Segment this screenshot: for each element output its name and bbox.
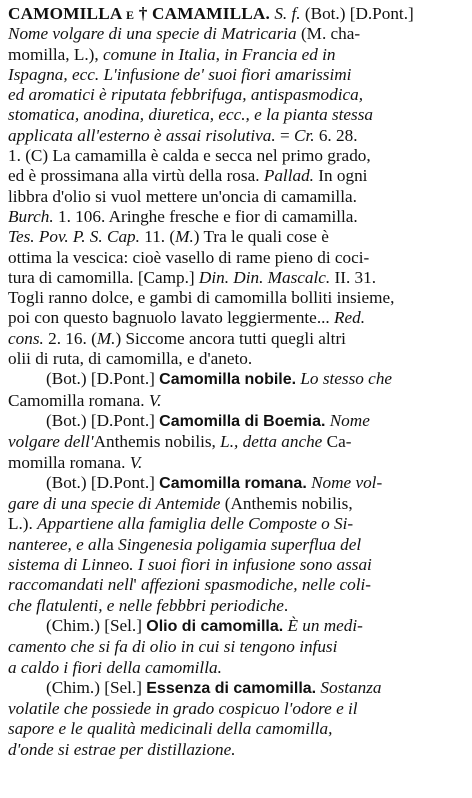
- text-line: [8, 288, 464, 308]
- text-run: (Chim.) [Sel.]: [46, 677, 147, 697]
- text-run: (Bot.) [D.Pont.]: [46, 410, 160, 430]
- text-line: [8, 719, 464, 739]
- text-run: cons.: [8, 328, 44, 348]
- text-line: [8, 105, 464, 125]
- subentry-line: [8, 369, 464, 390]
- text-run: o: [120, 555, 130, 575]
- text-run: libbra d'olio si vuol mettere un'oncia di camamilla.: [8, 186, 357, 206]
- text-run: È un medi-: [287, 615, 363, 635]
- text-run: Camomilla romana.: [8, 390, 149, 410]
- text-run: S. f.: [274, 4, 301, 23]
- text-run: 6. 28.: [314, 125, 358, 145]
- text-run: ed è prossimana alla virtù della rosa.: [8, 166, 264, 186]
- text-run: =: [275, 125, 294, 145]
- text-run: 2. 16. (: [43, 328, 97, 348]
- text-run: Singenesia poligamia superflua del: [113, 534, 362, 554]
- text-run: d'onde si estrae per distillazione.: [8, 739, 236, 759]
- text-run: (Anthemis nobilis,: [220, 494, 353, 514]
- text-run: Burch.: [8, 206, 54, 226]
- text-run: a caldo i fiori della camomilla.: [8, 657, 222, 677]
- text-run: olii di ruta, di camomilla, e d'aneto.: [8, 349, 253, 369]
- text-run: (Bot.) [D.Pont.]: [300, 4, 414, 23]
- text-run: L.).: [8, 514, 38, 534]
- text-line: [8, 329, 464, 349]
- text-run: ,: [215, 44, 225, 64]
- subentry-line: [8, 678, 464, 699]
- text-run: volgare dell': [8, 432, 94, 452]
- text-run: poi con questo bagnuolo lavato leggiermente...: [8, 308, 335, 328]
- text-run: . I suoi fiori in infusione sono assai: [129, 555, 372, 575]
- text-run: sistema di Linne: [8, 555, 121, 575]
- text-line: [8, 494, 464, 514]
- subentry-headword: Camomilla romana.: [159, 474, 307, 492]
- text-run: Ca-: [322, 432, 352, 452]
- text-line: [8, 207, 464, 227]
- text-run: Ispagna, ecc. L'infusione de' suoi fiori amarissimi: [8, 64, 352, 84]
- text-run: L., detta anche: [220, 432, 323, 452]
- text-run: Pallad.: [263, 166, 314, 186]
- text-line: [8, 166, 464, 186]
- text-line: [8, 45, 464, 65]
- text-run: stomatica, anodina, diuretica, ecc., e la pianta stessa: [8, 105, 374, 125]
- text-run: Appartiene alla famiglia delle Composte o Si-: [37, 514, 354, 534]
- text-line: [8, 268, 464, 288]
- text-line: [8, 699, 464, 719]
- text-line: [8, 740, 464, 760]
- text-run: (Bot.) [D.Pont.]: [46, 369, 160, 389]
- text-run: (Chim.) [Sel.]: [46, 615, 147, 635]
- text-run: a: [106, 534, 114, 554]
- text-line: [8, 349, 464, 369]
- text-line: [8, 637, 464, 657]
- text-run: Nome vol-: [311, 472, 383, 492]
- text-run: (M. cha-: [296, 24, 361, 44]
- text-line: [8, 514, 464, 534]
- text-line: [8, 227, 464, 247]
- text-line: [8, 126, 464, 146]
- text-line: [8, 658, 464, 678]
- text-line: [8, 4, 464, 24]
- dictionary-entry-text: [8, 4, 464, 760]
- text-run: comune in Italia: [103, 44, 216, 64]
- text-run: sapore e le qualità medicinali della camomilla,: [8, 719, 333, 739]
- text-run: in Francia ed in: [224, 44, 336, 64]
- subentry-line: [8, 473, 464, 494]
- text-run: 11. (: [139, 227, 176, 247]
- text-line: [8, 391, 464, 411]
- text-run: M.: [96, 328, 116, 348]
- text-run: che flatulenti, e nelle febbbri periodiche: [8, 595, 284, 615]
- text-line: [8, 555, 464, 575]
- subentry-headword: Camomilla di Boemia.: [159, 412, 326, 430]
- text-line: [8, 248, 464, 268]
- text-run: momilla, L.),: [8, 44, 103, 64]
- text-run: camento che si fa di olio in cui si tengono infusi: [8, 637, 338, 657]
- text-run: ': [133, 575, 141, 595]
- text-run: 1. 106. Aringhe fresche e fior di camamilla.: [53, 206, 358, 226]
- text-line: [8, 24, 464, 44]
- text-run: V.: [148, 390, 162, 410]
- text-run: Tes. Pov. P. S. Cap.: [8, 227, 140, 247]
- text-run: Togli ranno dolce, e gambi di camomilla bolliti insieme,: [8, 288, 395, 308]
- text-line: [8, 596, 464, 616]
- text-line: [8, 187, 464, 207]
- text-line: [8, 308, 464, 328]
- text-line: [8, 453, 464, 473]
- text-run: ottima la vescica: cioè vasello di rame pieno di coci-: [8, 247, 370, 267]
- text-run: 1. (C) La camamilla è calda e secca nel primo grado,: [8, 146, 371, 166]
- text-run: raccomandati nell: [8, 575, 134, 595]
- text-run: applicata all'esterno è assai risolutiva.: [8, 125, 276, 145]
- text-run: Anthemis nobilis,: [93, 432, 221, 452]
- text-run: V.: [129, 452, 143, 472]
- subentry-line: [8, 616, 464, 637]
- subentry-headword: Camomilla nobile.: [159, 371, 297, 389]
- text-line: [8, 146, 464, 166]
- text-line: [8, 65, 464, 85]
- text-run: nanteree, e all: [8, 534, 107, 554]
- text-run: M.: [175, 227, 194, 247]
- text-run: tura di camomilla. [Camp.]: [8, 267, 199, 287]
- text-run: In ogni: [313, 166, 368, 186]
- text-run: .: [283, 595, 289, 615]
- text-run: gare di una specie di Antemide: [8, 494, 221, 514]
- text-line: [8, 85, 464, 105]
- headword: CAMOMILLA e † CAMAMILLA.: [8, 4, 271, 23]
- text-run: Nome: [329, 410, 370, 430]
- text-run: (Bot.) [D.Pont.]: [46, 472, 160, 492]
- subentry-line: [8, 411, 464, 432]
- text-run: volatile che possiede in grado cospicuo l'odore e il: [8, 699, 358, 719]
- text-run: ) Tra le quali cose è: [193, 227, 329, 247]
- text-run: Lo stesso che: [300, 369, 393, 389]
- subentry-headword: Olio di camomilla.: [146, 617, 284, 635]
- text-run: Nome volgare di una specie di Matricaria: [8, 24, 297, 44]
- text-line: [8, 575, 464, 595]
- text-run: momilla romana.: [8, 452, 130, 472]
- subentry-headword: Essenza di camomilla.: [146, 679, 317, 697]
- text-line: [8, 432, 464, 452]
- text-run: Sostanza: [320, 677, 382, 697]
- text-run: affezioni spasmodiche, nelle coli-: [140, 575, 372, 595]
- text-run: Din. Din. Mascalc.: [198, 267, 331, 287]
- text-run: II. 31.: [330, 267, 377, 287]
- text-run: Red.: [334, 308, 366, 328]
- text-run: ed aromatici è riputata febbrifuga, antispasmodica,: [8, 85, 364, 105]
- text-run: ) Siccome ancora tutti quegli altri: [115, 328, 346, 348]
- text-line: [8, 535, 464, 555]
- text-run: Cr.: [293, 125, 315, 145]
